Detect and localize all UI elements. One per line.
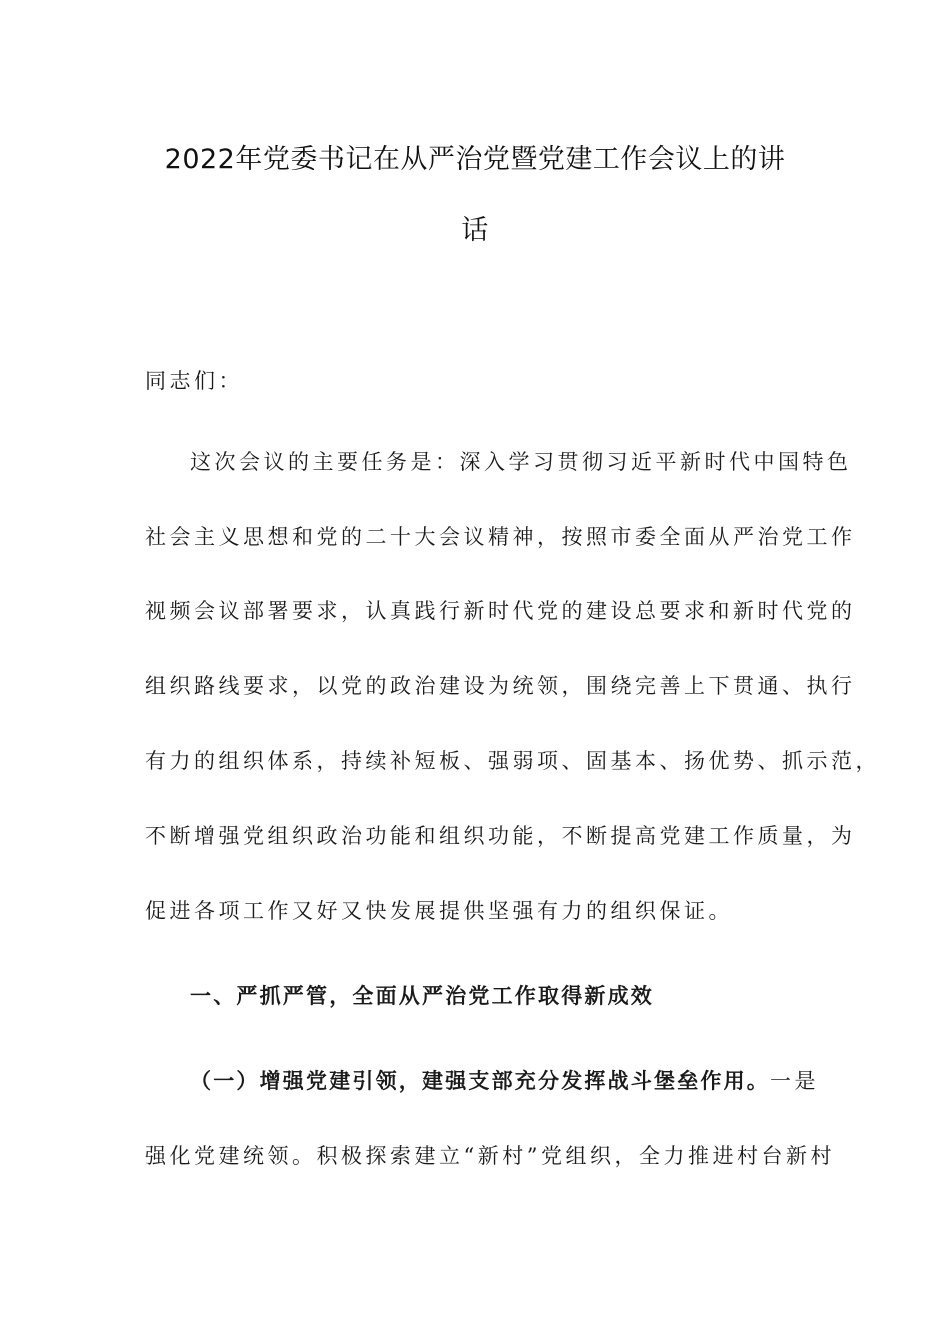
paragraph-line: 有力的组织体系，持续补短板、强弱项、固基本、扬优势、抓示范， — [145, 749, 880, 773]
subsection-paragraph-line — [190, 1065, 860, 1095]
document-title-line-1: 2022年党委书记在从严治党暨党建工作会议上的讲 — [164, 144, 786, 175]
document-title-line-2: 话 — [461, 215, 489, 246]
paragraph-line: 促进各项工作又好又快发展提供坚强有力的组织保证。 — [145, 899, 733, 923]
subsection-text-start: 一是 — [770, 1069, 819, 1093]
paragraph-line: 强化党建统领。积极探索建立“新村”党组织，全力推进村台新村 — [145, 1144, 835, 1168]
section-heading: 一、严抓严管，全面从严治党工作取得新成效 — [190, 984, 654, 1008]
paragraph-line: 社会主义思想和党的二十大会议精神，按照市委全面从严治党工作 — [145, 525, 856, 549]
paragraph-line: 视频会议部署要求，认真践行新时代党的建设总要求和新时代党的 — [145, 599, 856, 623]
paragraph-line: 不断增强党组织政治功能和组织功能，不断提高党建工作质量，为 — [145, 824, 856, 848]
salutation: 同志们： — [145, 369, 243, 393]
paragraph-line: 这次会议的主要任务是：深入学习贯彻习近平新时代中国特色 — [190, 450, 852, 474]
paragraph-line: 组织路线要求，以党的政治建设为统领，围绕完善上下贯通、执行 — [145, 674, 856, 698]
subsection-heading: （一）增强党建引领，建强支部充分发挥战斗堡垒作用。 — [190, 1069, 770, 1093]
